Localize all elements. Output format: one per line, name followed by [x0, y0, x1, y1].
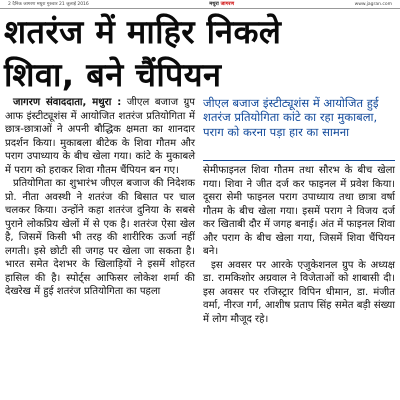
article-headline [4, 11, 396, 97]
headline-line-1: शतरंज में माहिर निकले [4, 13, 282, 51]
article-column-left [5, 96, 195, 299]
headline-line-2: शिवा, बने चैंपियन [4, 56, 222, 94]
page-header-strip [0, 0, 400, 9]
website-url: www.jagran.com [354, 1, 392, 7]
page-number: 2 [8, 2, 11, 7]
publication-date: दैनिक जागरण मथुरा गुरुवार 21 जुलाई 2016 [12, 2, 89, 7]
article-paragraph: सेमीफाइनल शिवा गौतम तथा सौरभ के बीच खेला गया। शिवा ने जीत दर्ज कर फाइनल में प्रवेश किया। दूसरा सेमी फाइनल पराग उपाध्याय तथा छात्रा वर्षा गौतम के बीच खेला गया। इसमें पराग ने विजय दर्ज कर खिताबी दौर में जगह बनाई। अंत में फाइनल शिवा और पराग के बीच खेला गया, जिसमें शिवा चैंपियन बने। [203, 165, 395, 257]
article-paragraph [5, 96, 195, 177]
article-paragraph: प्रतियोगिता का शुभारंभ जीएल बजाज की निदेशक प्रो. नीता अवस्थी ने शतरंज की बिसात पर चाल चलकर किया। उन्होंने कहा शतरंज दुनिया के सबसे पुराने लोकप्रिय खेलों में से एक है। शतरंज ऐसा खेल है, जिसमें किसी भी तरह की शारीरिक ऊर्जा नहीं लगती। इसे छोटी सी जगह पर खेला जा सकता है। भारत समेत देशभर के खिलाड़ियों ने इसमें शोहरत हासिल की है। स्पोर्ट्स आफिसर लोकेश शर्मा की देखरेख में हुई शतरंज प्रतियोगिता का पहला [5, 178, 195, 297]
page-meta [8, 1, 89, 7]
pull-quote: जीएल बजाज इंस्टीट्यूशंस में आयोजित हुई शतरंज प्रतियोगिता कांटे का रहा मुकाबला, पराग को करना पड़ा हार का सामना [203, 96, 379, 139]
section-brand [209, 1, 234, 7]
brand-accent: जागरण [220, 1, 235, 7]
article-column-right [203, 164, 395, 326]
dateline: जागरण संवाददाता, मथुरा : [13, 97, 122, 108]
article-paragraph: इस अवसर पर आरके एजुकेशनल ग्रुप के अध्यक्ष डा. रामकिशोर अग्रवाल ने विजेताओं को शाबासी दी। इस अवसर पर रजिस्ट्रार विपिन धीमान, डा. मंजीत वर्मा, नीरज गर्ग, आशीष प्रताप सिंह समेत बड़ी संख्या में लोग मौजूद रहे। [203, 259, 395, 325]
paragraph-text: जीएल बजाज ग्रुप आफ इंस्टीट्यूशंस में आयोजित शतरंज प्रतियोगिता में छात्र-छात्राओं ने अपनी बौद्धिक क्षमता का शानदार प्रदर्शन किया। मुकाबला बीटेक के शिवा गौतम और पराग उपाध्याय के बीच खेला गया। कांटे के मुकाबले में पराग को हराकर शिवा गौतम चैंपियन बन गए। [5, 97, 196, 176]
pull-quote-divider [203, 160, 395, 161]
brand-main: मथुरा [209, 1, 219, 7]
